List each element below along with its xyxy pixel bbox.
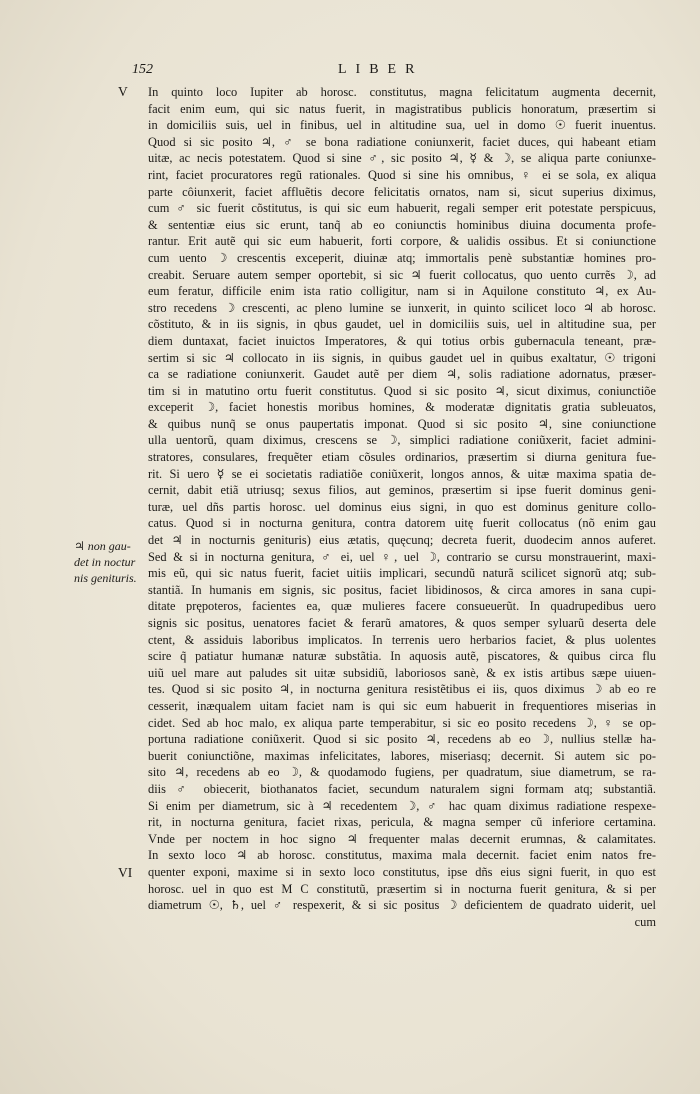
margin-note-line: ♃ non gau- [74, 539, 131, 553]
text-line: scire q̃ patiatur humanæ naturæ substãtia. In aquosis autẽ, piscatores, & quibus circa flu [148, 649, 656, 664]
text-line: rantur. Erit autẽ qui sic eum habuerit, forti corpore, & ualidis ossibus. Et si coniunctione [148, 234, 656, 249]
text-line: mis eũ, qui sic natus fuerit, faciet uitiis implicari, secundũ naturã scilicet signorũ atq; sub- [148, 566, 656, 581]
text-line: signis sic positus, uenatores faciet & ferarũ amatores, & quos semper syluarũ deserta dele [148, 616, 656, 630]
text-line: diametrum ☉, ♄, uel ♂ respexerit, & si sic positus ☽ deficientem de quadrato uiderit, uel [148, 898, 656, 913]
main-text-block [148, 84, 656, 930]
text-line: rint, faciet procuratores regũ rationales. Quod si sine his omnibus, ♀ ei se sola, ex aliqua [148, 167, 656, 182]
text-line: uiũ uel mare aut paludes sit uitæ subsidiũ, laboriosos sanè, & ex istis artibus sæpe uiuen- [148, 665, 656, 680]
text-line: tim si in matutino ortu fuerit constitutus. Quod si sic posito ♃, sicut diximus, coniunctiõe [148, 383, 656, 398]
text-line: quenter exponi, maxime si in sexto loco constitutus, ipse dñs eius signi fuerit, in quo est [148, 864, 656, 879]
text-line: Si enim per diametrum, sic à ♃ recedentem ☽, ♂ hac quam diximus radiatione respexe- [148, 798, 656, 813]
text-line: horosc. uel in quo est M C constitutũ, præsertim si in nocturna fuerit genitura, & si per [148, 881, 656, 896]
text-line: det ♃ in nocturnis genituris) eius ætatis, quęcunq; decreta fuerit, duodecim annos auferet. [148, 533, 656, 548]
text-line: ulla uentorũ, quam diximus, crescens se ☽, simplici radiatione coniũxerit, faciet admini- [148, 433, 656, 448]
text-line: cidet. Sed ab hoc malo, ex aliqua parte temperabitur, si sic eo posito recedens ☽, ♀ se op- [148, 715, 656, 730]
text-line: uitæ, ac necis potestatem. Quod si sine ♂, sic posito ♃, ☿ & ☽, se aliqua parte coniunxe- [148, 151, 656, 166]
text-line: exceperit ☽, faciet honestis moribus homines, & moderatæ dignitatis gratia subleuatos, [148, 400, 656, 415]
text-line: cernit, dabit etiã utriusq; sexus filios, aut geminos, præsertim si ipse fuerit dominus geni- [148, 483, 656, 498]
text-line: cum uento ☽ crescentis exceperit, diuinæ atq; immortalis penè substantiæ homines pro- [148, 250, 656, 265]
text-line: diis ♂ obiecerit, biothanatos faciet, secundum naturalem signi formam atq; substantiã. [148, 781, 656, 796]
text-line: creabit. Seruare autem semper oportebit, si sic ♃ fuerit collocatus, quo uento currẽs ☽, ad [148, 267, 656, 282]
text-line: tes. Quod si sic posito ♃, in nocturna genitura resistẽtibus ei iis, quos diximus ☽ ab eo re [148, 682, 656, 697]
text-line: parte côiunxerit, faciet affluẽtis decore felicitatis ornatos, nam si, sicut superius diximus, [148, 184, 656, 199]
text-line: In quinto loco Iupiter ab horosc. constitutus, magna felicitatum augmenta decernit, [148, 85, 656, 99]
text-line: catus. Quod si in nocturna genitura, contra datorem uitę fuerit collocatus (nõ enim gau [148, 516, 656, 531]
text-line: & quibus nunq̃ se onus paupertatis imponat. Quod si sic posito ♃, sine coniunctione [148, 416, 656, 431]
text-line: cõstituto, & in iis signis, in qbus gaudet, uel in domiciliis suis, uel in altitudine sua, per [148, 317, 656, 332]
margin-note [74, 538, 144, 586]
catchword: cum [634, 914, 656, 929]
text-line: cesserit, inæqualem uitam faciet nam is qui sic eum habuerit in frequentiores miserias in [148, 698, 656, 713]
text-line: in domiciliis suis, uel in finibus, uel in altitudine sua, uel in domo ☉ fuerit inuentus. [148, 118, 656, 133]
text-line: facit enim eum, qui sic natus fuerit, in magistratibus publicis honoratum, præsertim si [148, 101, 656, 116]
text-line: ctent, & assiduis laboribus implicatos. In terrenis uero herbarios faciet, & plus uolentes [148, 632, 656, 647]
text-line: buerit coniunctiõne, maximas infelicitates, labores, miseriasq; decernit. Si autem sic po- [148, 748, 656, 763]
text-line: turæ, uel dñs partis horosc. uel dominus eius signi, in quo est dominus geniture collo- [148, 499, 656, 514]
text-line: Vnde per noctem in hoc signo ♃ frequenter malas decernit erumnas, & calamitates. [148, 831, 656, 846]
margin-note-line: nis genituris. [74, 571, 137, 585]
text-line: portuna radiatione coniũxerit. Quod si sic posito ♃, recedens ab eo ☽, nullius stellæ ha- [148, 732, 656, 747]
text-line: sertim si sic ♃ collocato in iis signis, in quibus gaudet uel in quibus exaltatur, ☉ trigoni [148, 350, 656, 365]
text-line: ca se radiatione coniunxerit. Gaudet autẽ per diem ♃, solis radiatione adornatus, præser- [148, 367, 656, 382]
text-line: & sententiæ eius sic erunt, tanq̃ ab eo coniunctis hominibus diuina documenta profe- [148, 217, 656, 232]
text-line: rit. Si uero ☿ se ei societatis radiatiõe coniũxerit, longos annos, & uitæ maxima spatia de- [148, 466, 656, 481]
text-line: ditate prępoteros, facientes ea, quæ mulieres facere consueuerũt. In quadrupedibus uero [148, 599, 656, 614]
text-line: stratores, consulares, frequẽter etiam cõsules ordinarios, præsertim si diurna genitura fue- [148, 450, 656, 465]
text-line: In sexto loco ♃ ab horosc. constitutus, maxima mala decernit. faciet enim natos fre- [148, 848, 656, 863]
margin-note-line: det in noctur [74, 555, 136, 569]
page-number: 152 [132, 62, 153, 77]
page-header [0, 62, 700, 82]
running-head: LIBER [338, 62, 424, 77]
chapter-number-vi: VI [118, 865, 133, 880]
text-line: diem duntaxat, faciet inuictos Imperatores, & qui totius orbis gubernacula teneant, præ- [148, 333, 656, 348]
text-line: eum feratur, difficile enim ista ratio colligitur, nam si in Aquilone constituto ♃, ex Au- [148, 284, 656, 299]
text-line: cum ♂ sic fuerit cõstitutus, is qui sic eum habuerit, regali semper erit potestate perspicuus, [148, 201, 656, 216]
text-line: sito ♃, recedens ab eo ☽, & quodamodo fugiens, per quadratum, siue diametrum, se ra- [148, 765, 656, 780]
text-line: Quod si sic posito ♃, ♂ se bona radiatione coniunxerit, faciet duces, qui habeant etiam [148, 134, 656, 149]
text-line: rit, in nocturna genitura, faciet rixas, pericula, & magna semper cũ inferiore certamina. [148, 815, 656, 830]
chapter-number-v: V [118, 84, 128, 99]
text-line: stantiã. In humanis em signis, sic positus, faciet libidinosos, & circa amores in sana cupi- [148, 582, 656, 597]
text-line: stro recedens ☽ crescenti, ac pleno lumine se iunxerit, in quinto scilicet loco ♃ ab horosc. [148, 300, 656, 315]
text-line: Sed & si in nocturna genitura, ♂ ei, uel ♀, uel ☽, contrario se cursu monstrauerint, maxi- [148, 549, 656, 564]
